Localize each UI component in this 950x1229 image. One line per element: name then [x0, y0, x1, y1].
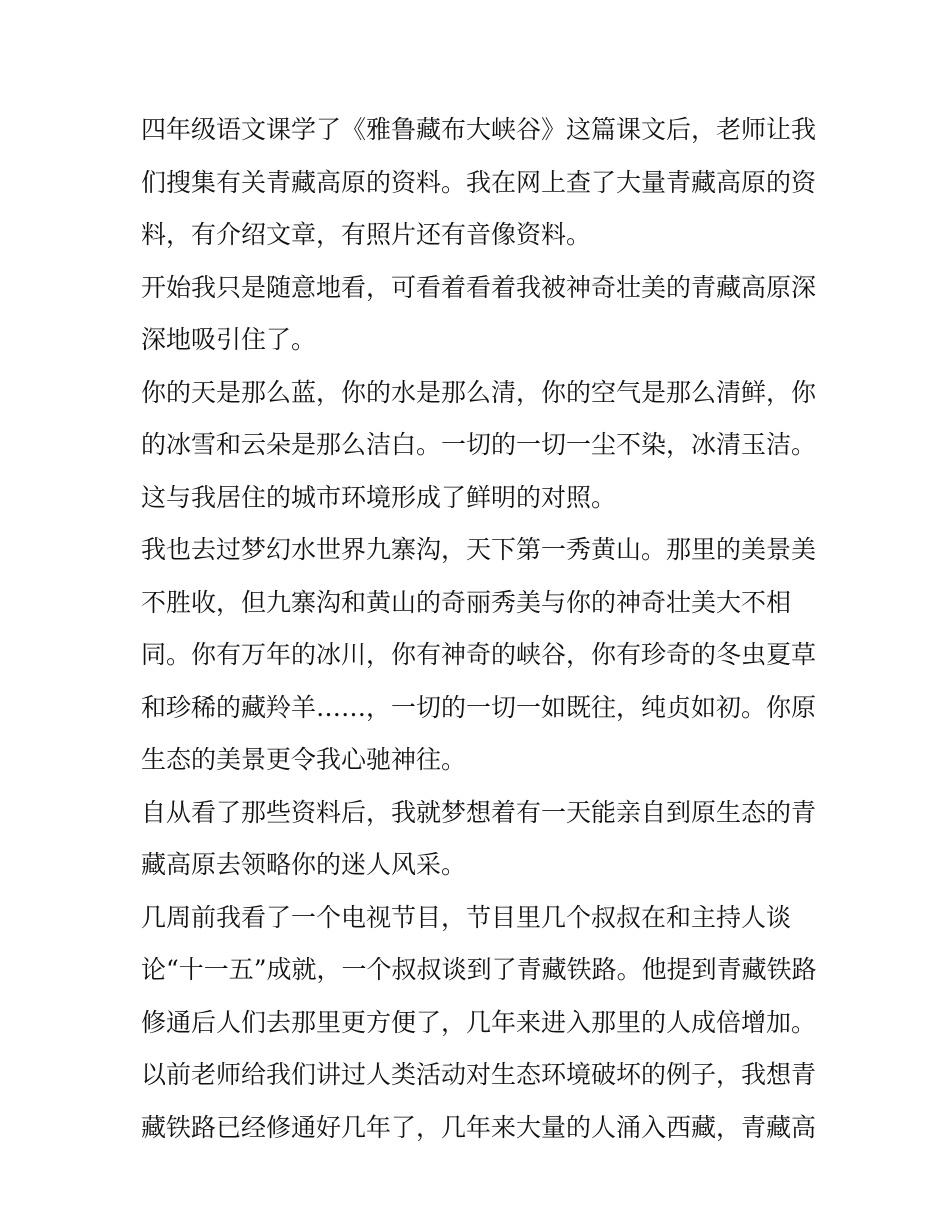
text-line: 几周前我看了一个电视节目，节目里几个叔叔在和主持人谈	[141, 902, 792, 932]
text-line: 不胜收，但九寨沟和黄山的奇丽秀美与你的神奇壮美大不相	[141, 587, 792, 617]
text-line: 修通后人们去那里更方便了，几年来进入那里的人成倍增加。	[141, 1007, 817, 1037]
text-line: 藏铁路已经修通好几年了，几年来大量的人涌入西藏，青藏高	[141, 1112, 817, 1142]
text-line: 你的天是那么蓝，你的水是那么清，你的空气是那么清鲜，你	[141, 377, 817, 407]
paragraph	[141, 262, 821, 367]
paragraph	[141, 524, 821, 787]
text-line: 料，有介绍文章，有照片还有音像资料。	[141, 220, 592, 249]
text-line: 这与我居住的城市环境形成了鲜明的对照。	[141, 482, 617, 512]
text-line: 深地吸引住了。	[141, 325, 317, 354]
text-line: 同。你有万年的冰川，你有神奇的峡谷，你有珍奇的冬虫夏草	[141, 640, 817, 669]
text-line: 们搜集有关青藏高原的资料。我在网上查了大量青藏高原的资	[141, 167, 817, 197]
document-body	[141, 104, 821, 1154]
text-line: 的冰雪和云朵是那么洁白。一切的一切一尘不染，冰清玉洁。	[141, 430, 817, 459]
text-line: 自从看了那些资料后，我就梦想着有一天能亲自到原生态的青	[141, 797, 817, 827]
text-line: 论“十一五”成就，一个叔叔谈到了青藏铁路。他提到青藏铁路	[141, 955, 817, 984]
text-line: 我也去过梦幻水世界九寨沟，天下第一秀黄山。那里的美景美	[141, 535, 817, 564]
paragraph	[141, 787, 821, 892]
paragraph	[141, 367, 821, 525]
text-line: 和珍稀的藏羚羊……，一切的一切一如既往，纯贞如初。你原	[141, 692, 817, 722]
text-line: 以前老师给我们讲过人类活动对生态环境破坏的例子，我想青	[141, 1060, 817, 1089]
text-line: 开始我只是随意地看，可看着看着我被神奇壮美的青藏高原深	[141, 272, 817, 302]
paragraph	[141, 104, 821, 262]
text-line: 藏高原去领略你的迷人风采。	[141, 850, 467, 879]
text-line: 四年级语文课学了《雅鲁藏布大峡谷》这篇课文后，老师让我	[141, 115, 817, 144]
text-line: 生态的美景更令我心驰神往。	[141, 745, 467, 774]
paragraph	[141, 892, 821, 1155]
